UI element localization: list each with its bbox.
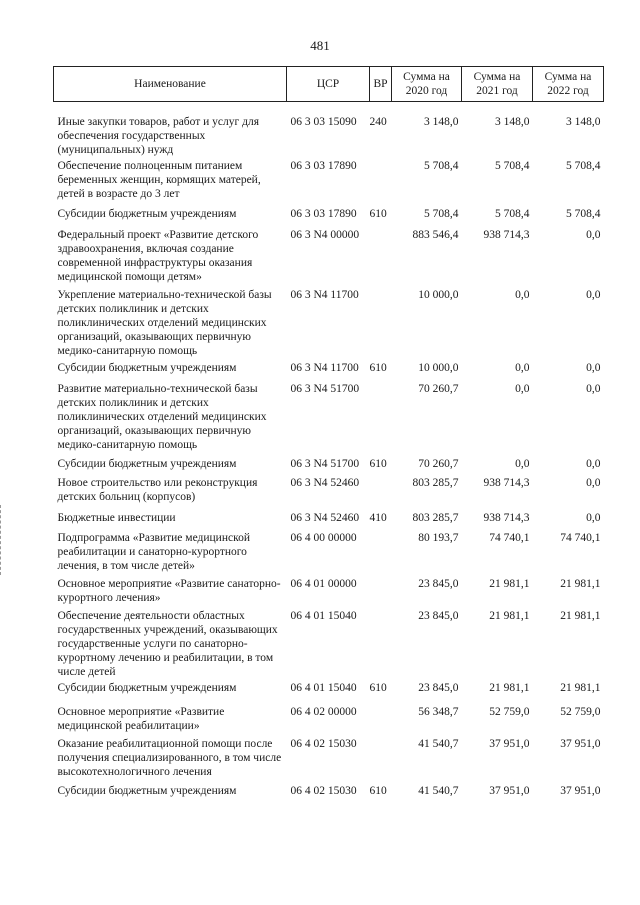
row-sum-2021: 52 759,0 (489, 706, 530, 718)
row-csr: 06 4 02 00000 (290, 706, 357, 718)
row-sum-2020: 3 148,0 (424, 116, 459, 128)
row-name: Подпрограмма «Развитие медицинской реабилитации и санаторно-курортного лечения, в том числе детей» (57, 532, 251, 572)
row-vr (370, 695, 392, 733)
header-sum-2021: Сумма на 2021 год (462, 67, 533, 102)
row-sum-2020: 10 000,0 (418, 289, 459, 301)
row-vr (370, 471, 392, 504)
row-vr: 240 (369, 116, 387, 128)
table-row (54, 284, 604, 358)
row-csr: 06 3 N4 51700 (290, 383, 360, 395)
row-csr: 06 4 01 00000 (290, 578, 357, 590)
row-sum-2020: 10 000,0 (418, 362, 459, 374)
row-name: Новое строительство или реконструкция детских больниц (корпусов) (57, 477, 258, 503)
row-name: Субсидии бюджетным учреждениям (57, 362, 237, 374)
row-sum-2021: 21 981,1 (489, 610, 530, 622)
row-sum-2022: 3 148,0 (566, 116, 601, 128)
table-body (54, 102, 604, 799)
table-row (54, 525, 604, 573)
row-sum-2021: 938 714,3 (483, 229, 530, 241)
row-vr (370, 605, 392, 679)
row-sum-2020: 56 348,7 (418, 706, 459, 718)
table-row (54, 452, 604, 471)
table-row (54, 695, 604, 733)
header-name: Наименование (54, 67, 287, 102)
table-row (54, 573, 604, 605)
row-sum-2020: 23 845,0 (418, 578, 459, 590)
row-sum-2021: 0,0 (515, 458, 530, 470)
row-sum-2020: 883 546,4 (412, 229, 459, 241)
row-name: Развитие материально-технической базы детских поликлиник и детских поликлинических отделений медицинских организаций, оказывающих первичную медико-санитарную помощь (57, 383, 267, 451)
row-sum-2021: 21 981,1 (489, 682, 530, 694)
row-sum-2022: 21 981,1 (560, 682, 601, 694)
row-csr: 06 3 03 17890 (290, 160, 357, 172)
row-csr: 06 3 N4 52460 (290, 477, 360, 489)
row-sum-2020: 803 285,7 (412, 477, 459, 489)
row-sum-2020: 70 260,7 (418, 458, 459, 470)
row-sum-2022: 74 740,1 (560, 532, 601, 544)
row-name: Субсидии бюджетным учреждениям (57, 785, 237, 797)
row-sum-2022: 0,0 (586, 289, 601, 301)
row-vr (370, 284, 392, 358)
row-name: Основное мероприятие «Развитие санаторно-курортного лечения» (57, 578, 281, 604)
row-name: Укрепление материально-технической базы детских поликлиник и детских поликлинических отделений медицинских организаций, оказывающих первичную медико-санитарную помощь (57, 289, 272, 357)
row-sum-2020: 41 540,7 (418, 785, 459, 797)
table-row (54, 201, 604, 221)
row-vr (370, 375, 392, 452)
row-vr: 610 (369, 682, 387, 694)
table-row (54, 605, 604, 679)
row-sum-2021: 938 714,3 (483, 512, 530, 524)
row-sum-2020: 5 708,4 (424, 208, 459, 220)
row-name: Основное мероприятие «Развитие медицинской реабилитации» (57, 706, 225, 732)
header-vr: ВР (370, 67, 392, 102)
table-row (54, 779, 604, 798)
row-sum-2021: 37 951,0 (489, 785, 530, 797)
row-sum-2022: 5 708,4 (566, 208, 601, 220)
row-name: Субсидии бюджетным учреждениям (57, 208, 237, 220)
table-row (54, 504, 604, 525)
row-sum-2022: 37 951,0 (560, 785, 601, 797)
row-sum-2022: 21 981,1 (560, 578, 601, 590)
table-row (54, 221, 604, 284)
row-sum-2021: 0,0 (515, 289, 530, 301)
row-csr: 06 4 02 15030 (290, 785, 357, 797)
row-csr: 06 3 03 17890 (290, 208, 357, 220)
row-sum-2022: 0,0 (586, 362, 601, 374)
row-csr: 06 3 03 15090 (290, 116, 357, 128)
row-name: Обеспечение деятельности областных государственных учреждений, оказывающих государственные услуги по санаторно-курортному лечению и реабилитации, в том числе детей (57, 610, 278, 678)
table-row (54, 157, 604, 201)
row-csr: 06 3 N4 11700 (290, 362, 359, 374)
row-sum-2021: 3 148,0 (495, 116, 530, 128)
row-csr: 06 3 N4 00000 (290, 229, 360, 241)
header-sum-2022: Сумма на 2022 год (533, 67, 604, 102)
header-sum-2020: Сумма на 2020 год (392, 67, 462, 102)
row-sum-2022: 37 951,0 (560, 738, 601, 750)
table-row (54, 375, 604, 452)
row-csr: 06 4 02 15030 (290, 738, 357, 750)
table-row (54, 358, 604, 375)
row-name: Оказание реабилитационной помощи после получения специализированного, в том числе высокотехнологичного лечения (57, 738, 282, 778)
row-sum-2022: 0,0 (586, 512, 601, 524)
row-vr: 610 (369, 785, 387, 797)
row-sum-2022: 0,0 (586, 383, 601, 395)
row-sum-2022: 21 981,1 (560, 610, 601, 622)
row-sum-2020: 5 708,4 (424, 160, 459, 172)
row-sum-2022: 0,0 (586, 458, 601, 470)
row-name: Бюджетные инвестиции (57, 512, 176, 524)
row-sum-2020: 41 540,7 (418, 738, 459, 750)
row-csr: 06 4 01 15040 (290, 610, 357, 622)
row-vr: 610 (369, 362, 387, 374)
row-name: Субсидии бюджетным учреждениям (57, 458, 237, 470)
page-number: 481 (310, 38, 330, 53)
row-name: Федеральный проект «Развитие детского здравоохранения, включая создание современной инфраструктуры оказания медицинской помощи детям» (57, 229, 259, 283)
row-sum-2020: 803 285,7 (412, 512, 459, 524)
row-vr: 410 (369, 512, 387, 524)
row-vr (370, 221, 392, 284)
row-sum-2022: 5 708,4 (566, 160, 601, 172)
row-sum-2022: 52 759,0 (560, 706, 601, 718)
budget-table (53, 66, 604, 798)
row-sum-2021: 37 951,0 (489, 738, 530, 750)
row-sum-2021: 5 708,4 (495, 208, 530, 220)
table-row (54, 733, 604, 779)
header-csr: ЦСР (287, 67, 370, 102)
row-sum-2021: 74 740,1 (489, 532, 530, 544)
row-csr: 06 3 N4 51700 (290, 458, 360, 470)
row-sum-2020: 80 193,7 (418, 532, 459, 544)
row-csr: 06 4 00 00000 (290, 532, 357, 544)
row-csr: 06 3 N4 11700 (290, 289, 359, 301)
row-name: Иные закупки товаров, работ и услуг для обеспечения государственных (муниципальных) нужд (57, 116, 259, 156)
row-name: Субсидии бюджетным учреждениям (57, 682, 237, 694)
table-row (54, 471, 604, 504)
row-sum-2020: 70 260,7 (418, 383, 459, 395)
row-sum-2021: 938 714,3 (483, 477, 530, 489)
table-row (54, 679, 604, 695)
row-vr: 610 (369, 208, 387, 220)
row-sum-2022: 0,0 (586, 477, 601, 489)
table-header (54, 67, 604, 102)
row-vr (370, 525, 392, 573)
row-vr (370, 157, 392, 201)
row-sum-2020: 23 845,0 (418, 682, 459, 694)
row-vr (370, 573, 392, 605)
row-csr: 06 4 01 15040 (290, 682, 357, 694)
row-csr: 06 3 N4 52460 (290, 512, 360, 524)
row-sum-2020: 23 845,0 (418, 610, 459, 622)
row-vr (370, 733, 392, 779)
scan-edge-mark (0, 505, 4, 575)
table-row (54, 102, 604, 158)
row-vr: 610 (369, 458, 387, 470)
row-name: Обеспечение полноценным питанием беременных женщин, кормящих матерей, детей в возрасте до 3 лет (57, 160, 261, 200)
row-sum-2021: 0,0 (515, 362, 530, 374)
row-sum-2021: 21 981,1 (489, 578, 530, 590)
row-sum-2021: 5 708,4 (495, 160, 530, 172)
row-sum-2021: 0,0 (515, 383, 530, 395)
row-sum-2022: 0,0 (586, 229, 601, 241)
